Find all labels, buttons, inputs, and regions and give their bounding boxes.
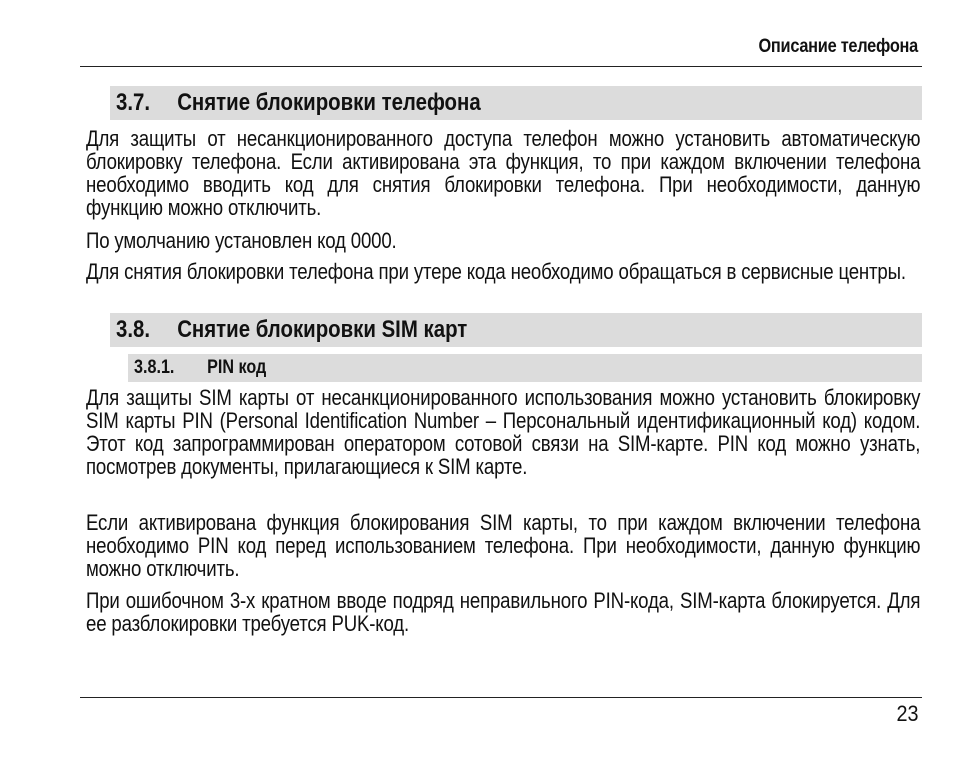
paragraph-default-code: По умолчанию установлен код 0000.	[86, 228, 397, 253]
section-number: 3.7.	[116, 89, 151, 116]
paragraph-lost-code: Для снятия блокировки телефона при утере кода необходимо обращаться в сервисные центры.	[86, 259, 906, 284]
paragraph-auto-lock: Для защиты от несанкционированного доступа телефон можно установить автоматическую блокировку телефона. Если активирована эта функция, то при каждом включении телефона необходимо вводить код для снятия блокировки телефона. При необходимости, данную функцию можно отключить.	[86, 126, 921, 220]
section-heading-3-7	[110, 86, 922, 120]
section-title: Снятие блокировки SIM карт	[177, 316, 468, 343]
running-header: Описание телефона	[758, 36, 918, 57]
paragraph-pin-protection: Для защиты SIM карты от несанкционированного использования можно установить блокировку SIM карты PIN (Personal Identification Number – Персональный идентификационный код) кодом. Этот код запрограммирован оператором сотовой связи на SIM-карте. PIN код можно узнать, посмотрев документы, прилагающиеся к SIM карте.	[86, 385, 921, 479]
subsection-number: 3.8.1.	[134, 357, 175, 378]
page-number: 23	[895, 701, 918, 726]
footer-rule	[80, 697, 922, 698]
paragraph-pin-on-startup: Если активирована функция блокирования SIM карты, то при каждом включении телефона необходимо PIN код перед использованием телефона. При необходимости, данную функцию можно отключить.	[86, 510, 921, 581]
paragraph-puk-code: При ошибочном 3-х кратном вводе подряд неправильного PIN-кода, SIM-карта блокируется. Для ее разблокировки требуется PUK-код.	[86, 588, 921, 636]
section-heading-3-8	[110, 313, 922, 347]
subsection-heading-3-8-1	[128, 354, 922, 382]
section-number: 3.8.	[116, 316, 151, 343]
section-title: Снятие блокировки телефона	[177, 89, 481, 116]
header-rule	[80, 66, 922, 67]
subsection-title: PIN код	[207, 357, 267, 378]
